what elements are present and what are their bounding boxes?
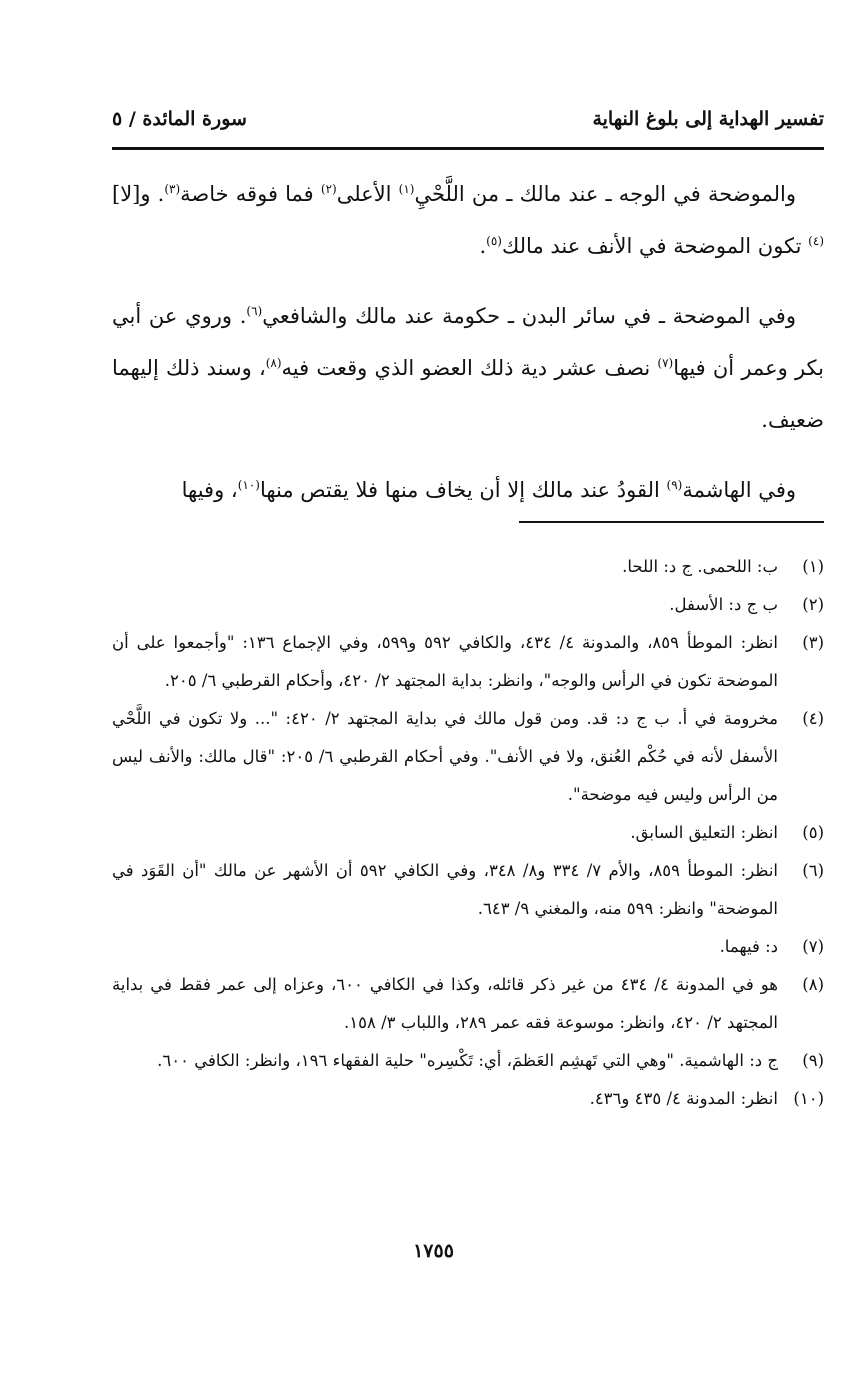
footnote-number: (٩) — [802, 1051, 824, 1070]
page-number: ١٧٥٥ — [413, 1240, 454, 1262]
text-segment: نصف عشر دية ذلك العضو الذي وقعت فيه — [281, 356, 651, 380]
text-segment: . وروي عن أبي بكر وعمر أن فيها — [112, 304, 824, 380]
footnote-mark: (٢) — [320, 182, 337, 196]
footnote-mark: (١٠) — [237, 478, 260, 492]
text-segment: ، وسند ذلك إليهما ضعيف. — [112, 356, 824, 432]
footnote-item — [112, 814, 824, 852]
footnote-text: انظر: الموطأ ٨٥٩، والمدونة ٤/ ٤٣٤، والكافي ٥٩٢ و٥٩٩، وفي الإجماع ١٣٦: "وأجمعوا على أن الموضحة تكون في الرأس والوجه"، وانظر: بداية المجتهد ٢/ ٤٢٠، وأحكام القرطبي ٦/ ٢٠٥. — [112, 633, 778, 690]
text-segment: ، وفيها — [181, 478, 238, 502]
footnote-text: انظر: المدونة ٤/ ٤٣٥ و٤٣٦. — [589, 1089, 778, 1108]
footnote-mark: (١) — [398, 182, 415, 196]
footnote-number: (٢) — [802, 595, 824, 614]
main-text — [112, 168, 824, 516]
footnote-text: ج د: الهاشمية. "وهي التي تَهشِم العَظمَ، أي: تَكْسِره" حلية الفقهاء ١٩٦، وانظر: الكافي ٦٠٠. — [157, 1051, 778, 1070]
footnote-mark: (٦) — [246, 304, 263, 318]
footnote-item — [112, 548, 824, 586]
footnote-separator — [519, 521, 824, 523]
footnote-item — [112, 700, 824, 814]
text-segment: وفي الهاشمة — [682, 478, 796, 502]
footnote-number: (٥) — [802, 823, 824, 842]
text-segment: وفي الموضحة ـ في سائر البدن ـ حكومة عند مالك والشافعي — [262, 304, 796, 328]
footnote-text: انظر: التعليق السابق. — [630, 823, 778, 842]
footnote-item — [112, 586, 824, 624]
footnote-item — [112, 1042, 824, 1080]
footnote-mark: (٧) — [657, 356, 674, 370]
footnote-text: مخرومة في أ. ب ج د: قد. ومن قول مالك في بداية المجتهد ٢/ ٤٢٠: "... ولا تكون في اللَّحْي الأسفل لأنه في حُكْم العُنق، ولا في الأنف". وفي أحكام القرطبي ٦/ ٢٠٥: "قال مالك: والأنف ليس من الرأس وليس فيه موضحة". — [112, 709, 778, 804]
text-segment: والموضحة في الوجه ـ عند مالك ـ من اللَّحْيِ — [414, 182, 796, 206]
footnote-item — [112, 1080, 824, 1118]
footnotes — [112, 548, 824, 1118]
footnote-item — [112, 624, 824, 700]
footnote-text: انظر: الموطأ ٨٥٩، والأم ٧/ ٣٣٤ و٨/ ٣٤٨، وفي الكافي ٥٩٢ أن الأشهر عن مالك "أن القَوَد في الموضحة" وانظر: ٥٩٩ منه، والمغني ٩/ ٦٤٣. — [112, 861, 779, 918]
text-segment: الأعلى — [336, 182, 392, 206]
footnote-number: (٧) — [802, 937, 824, 956]
footnote-number: (٤) — [802, 709, 824, 728]
running-header — [112, 108, 824, 144]
footnote-text: هو في المدونة ٤/ ٤٣٤ من غير ذكر قائله، وكذا في الكافي ٦٠٠، وعزاه إلى عمر فقط في بداية المجتهد ٢/ ٤٢٠، وانظر: موسوعة فقه عمر ٢٨٩، واللباب ٣/ ١٥٨. — [112, 975, 778, 1032]
footnote-number: (٣) — [802, 633, 824, 652]
footnote-item — [112, 852, 824, 928]
footnote-number: (١٠) — [793, 1089, 824, 1108]
footnote-number: (١) — [802, 557, 824, 576]
paragraph-3 — [112, 464, 824, 516]
footnote-mark: (٤) — [808, 234, 824, 248]
footnote-text: ب ج د: الأسفل. — [669, 595, 778, 614]
footnote-mark: (٥) — [486, 234, 502, 248]
footnote-text: د: فيهما. — [719, 937, 778, 956]
footnote-mark: (٨) — [265, 356, 282, 370]
footnote-number: (٦) — [802, 861, 824, 880]
header-rule — [112, 147, 824, 150]
text-segment: فما فوقه خاصة — [180, 182, 314, 206]
text-segment: . و[لا] — [112, 182, 165, 206]
surah-label: سورة المائدة / ٥ — [112, 108, 247, 130]
text-segment: تكون الموضحة في الأنف عند مالك — [501, 234, 802, 258]
text-segment: . — [479, 234, 487, 258]
book-title: تفسير الهداية إلى بلوغ النهاية — [592, 108, 824, 130]
footnote-text: ب: اللحمى. ج د: اللحا. — [622, 557, 778, 576]
paragraph-2 — [112, 290, 824, 446]
footnote-mark: (٣) — [164, 182, 181, 196]
footnote-mark: (٩) — [666, 478, 683, 492]
paragraph-1 — [112, 168, 824, 272]
footnote-item — [112, 966, 824, 1042]
footnote-number: (٨) — [802, 975, 824, 994]
footnote-item — [112, 928, 824, 966]
text-segment: القودُ عند مالك إلا أن يخاف منها فلا يقتص منها — [259, 478, 660, 502]
